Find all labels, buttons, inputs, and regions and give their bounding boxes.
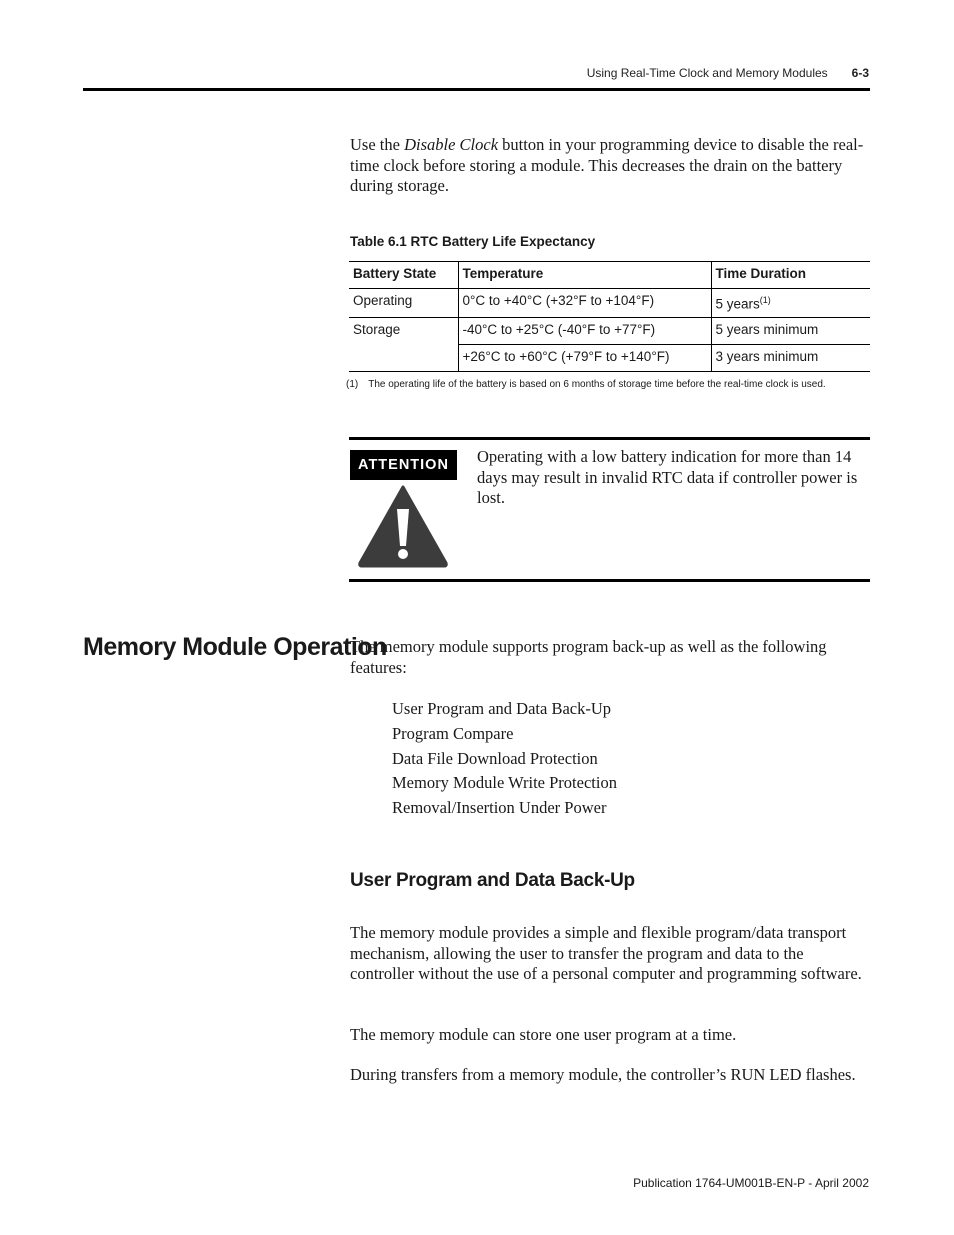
attention-label: ATTENTION (350, 450, 457, 480)
subsection-heading: User Program and Data Back-Up (350, 870, 635, 891)
intro-paragraph (350, 135, 870, 197)
column-header: Temperature (458, 262, 711, 289)
duration-value: 5 years (715, 296, 760, 312)
table-cell: -40°C to +25°C (-40°F to +77°F) (458, 318, 711, 345)
paragraph: The memory module provides a simple and flexible program/data transport mechanism, allowing the user to transfer the program and data to the controller without the use of a personal computer and programming software. (350, 923, 862, 983)
list-item: Removal/Insertion Under Power (392, 798, 607, 818)
warning-triangle-icon (357, 484, 449, 573)
list-item: Program Compare (392, 723, 514, 743)
table-row (349, 289, 870, 318)
table-cell: Storage (349, 318, 458, 372)
list-item: User Program and Data Back-Up (392, 699, 612, 718)
intro-text-after: button in your programming device to disable the real-time clock before storing a module. This decreases the drain on the battery during storage. (350, 135, 864, 195)
battery-life-table (349, 261, 870, 372)
table-caption: Table 6.1 RTC Battery Life Expectancy (350, 234, 596, 249)
footnote-ref: (1) (759, 295, 771, 305)
running-header (587, 66, 869, 80)
table-cell: Operating (349, 289, 458, 318)
table-header-row (349, 262, 870, 289)
list-item: Data File Download Protection (392, 748, 598, 768)
footnote-marker: (1) (346, 379, 359, 390)
attention-top-rule (349, 437, 870, 440)
publication-footer: Publication 1764-UM001B-EN-P - April 2002 (633, 1176, 869, 1190)
disable-clock-term: Disable Clock (404, 135, 499, 154)
table-cell: +26°C to +60°C (+79°F to +140°F) (458, 345, 711, 372)
table-cell: 5 years minimum (711, 318, 870, 345)
table-row (349, 318, 870, 345)
feature-list (392, 697, 617, 821)
paragraph: During transfers from a memory module, the controller’s RUN LED flashes. (350, 1065, 856, 1084)
intro-text-before: Use the (350, 135, 405, 154)
page-number: 6-3 (851, 66, 869, 80)
table-cell (711, 289, 870, 318)
attention-bottom-rule (349, 579, 870, 582)
footnote-text: The operating life of the battery is based on 6 months of storage time before the real-time clock is used. (368, 379, 826, 390)
paragraph: The memory module can store one user program at a time. (350, 1025, 737, 1044)
section-heading: Memory Module Operation (83, 633, 387, 661)
chapter-title: Using Real-Time Clock and Memory Modules (586, 66, 828, 80)
column-header: Time Duration (711, 262, 870, 289)
header-rule (83, 88, 870, 91)
table-cell: 0°C to +40°C (+32°F to +104°F) (458, 289, 711, 318)
list-item: Memory Module Write Protection (392, 773, 617, 793)
column-header: Battery State (349, 262, 458, 289)
table-cell: 3 years minimum (711, 345, 870, 372)
attention-message: Operating with a low battery indication for more than 14 days may result in invalid RTC data if controller power is lost. (477, 447, 858, 507)
table-footnote (346, 379, 826, 390)
section-intro: The memory module supports program back-up as well as the following features: (350, 637, 827, 677)
